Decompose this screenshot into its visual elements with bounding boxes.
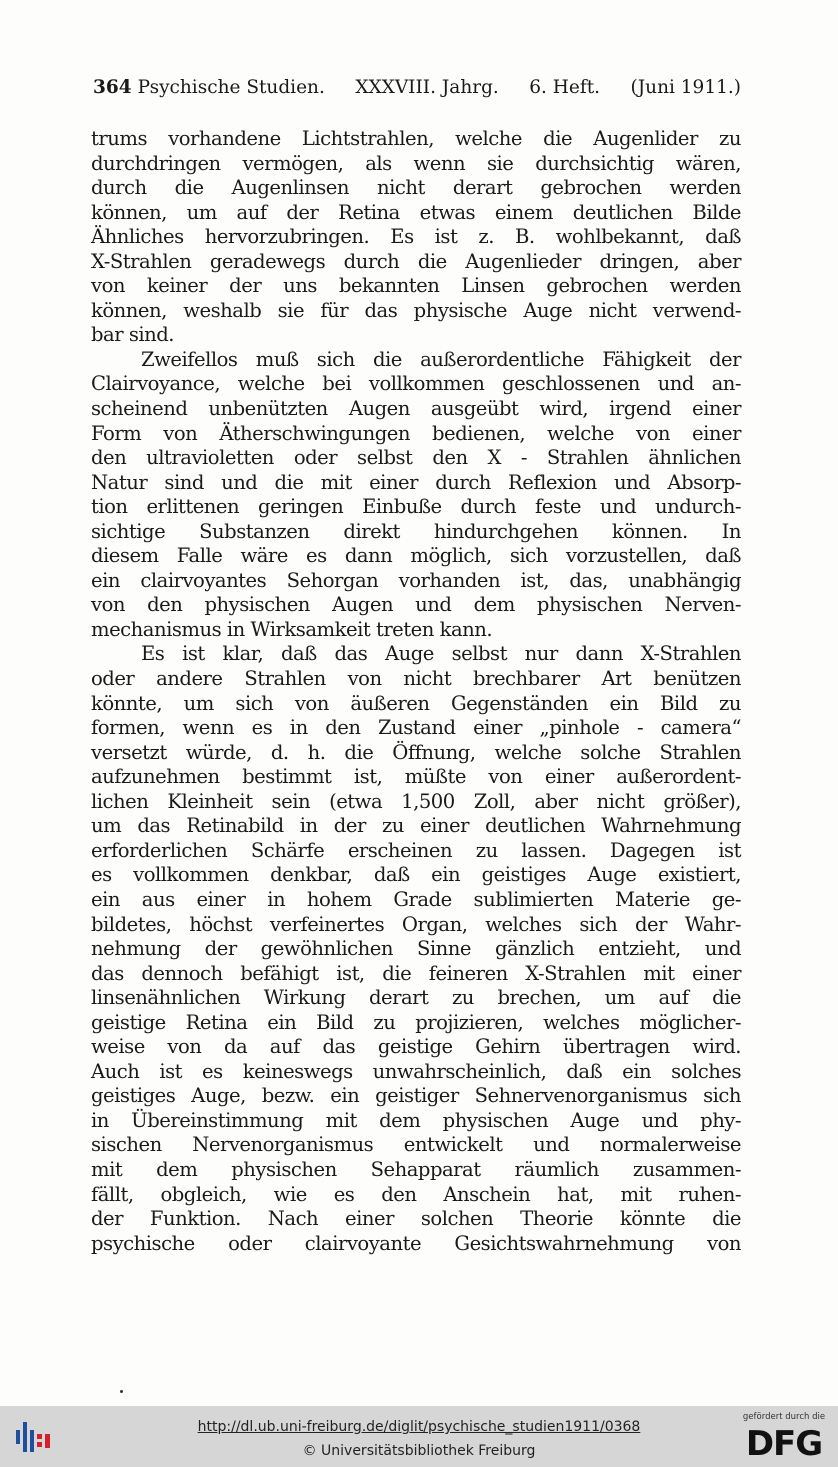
text-line: es vollkommen denkbar, daß ein geistiges Auge existiert, bbox=[91, 863, 741, 887]
text-line: scheinend unbenützten Augen ausgeübt wird, irgend einer bbox=[91, 397, 741, 421]
text-line: der Funktion. Nach einer solchen Theorie könnte die bbox=[91, 1207, 741, 1231]
text-line: von keiner der uns bekannten Linsen gebrochen werden bbox=[91, 274, 741, 298]
copyright-notice: © Universitätsbibliothek Freiburg bbox=[302, 1443, 536, 1459]
text-line: Auch ist es keineswegs unwahrscheinlich, daß ein solches bbox=[91, 1059, 741, 1083]
text-line: in Übereinstimmung mit dem physischen Auge und phy- bbox=[91, 1108, 741, 1132]
volume-label: XXXVIII. Jahrg. bbox=[355, 77, 499, 98]
dfg-logo-text: DFG bbox=[745, 1424, 823, 1460]
text-line: linsenähnlichen Wirkung derart zu brechen, um auf die bbox=[91, 986, 741, 1010]
text-line: mechanismus in Wirksamkeit treten kann. bbox=[91, 617, 493, 641]
text-line: erforderlichen Schärfe erscheinen zu lassen. Dagegen ist bbox=[91, 838, 741, 862]
page-number: 364 bbox=[93, 77, 132, 98]
permalink-url[interactable]: http://dl.ub.uni-freiburg.de/diglit/psychische_studien1911/0368 bbox=[197, 1419, 641, 1435]
text-line: das dennoch befähigt ist, die feineren X-Strahlen mit einer bbox=[91, 961, 741, 985]
text-line: sischen Nervenorganismus entwickelt und normalerweise bbox=[91, 1133, 741, 1157]
issue-label: 6. Heft. bbox=[529, 77, 601, 98]
scan-speck bbox=[120, 1390, 123, 1393]
viewer-footer bbox=[0, 1406, 838, 1467]
paragraph-start-line: Zweifellos muß sich die außerordentliche Fähigkeit der bbox=[141, 347, 741, 371]
text-line: Form von Ätherschwingungen bedienen, welche von einer bbox=[91, 421, 741, 445]
text-line: von den physischen Augen und dem physischen Nerven- bbox=[91, 593, 741, 617]
text-line: weise von da auf das geistige Gehirn übertragen wird. bbox=[91, 1035, 741, 1059]
body-text bbox=[91, 127, 741, 1256]
text-line: mit dem physischen Sehapparat räumlich zusammen- bbox=[91, 1157, 741, 1181]
text-line: trums vorhandene Lichtstrahlen, welche die Augenlider zu bbox=[91, 127, 741, 150]
dfg-logo-icon bbox=[740, 1424, 828, 1460]
text-line: um das Retinabild in der zu einer deutlichen Wahrnehmung bbox=[91, 814, 741, 838]
ub-freiburg-logo-icon bbox=[12, 1416, 54, 1456]
text-line: oder andere Strahlen von nicht brechbarer Art benützen bbox=[91, 667, 741, 691]
running-head bbox=[93, 74, 741, 102]
text-line: durch die Augenlinsen nicht derart gebrochen werden bbox=[91, 176, 741, 200]
text-line: ein aus einer in hohem Grade sublimierten Materie ge- bbox=[91, 887, 741, 911]
journal-title: Psychische Studien. bbox=[137, 77, 325, 98]
text-line: X-Strahlen geradewegs durch die Augenlieder dringen, aber bbox=[91, 249, 741, 273]
text-line: diesem Falle wäre es dann möglich, sich vorzustellen, daß bbox=[91, 544, 741, 568]
text-line: lichen Kleinheit sein (etwa 1,500 Zoll, aber nicht größer), bbox=[91, 789, 741, 813]
issue-date: (Juni 1911.) bbox=[630, 77, 741, 98]
text-line: sichtige Substanzen direkt hindurchgehen können. In bbox=[91, 519, 741, 543]
text-line: können, um auf der Retina etwas einem deutlichen Bilde bbox=[91, 200, 741, 224]
text-line: bildetes, höchst verfeinertes Organ, welches sich der Wahr- bbox=[91, 912, 741, 936]
text-line: ein clairvoyantes Sehorgan vorhanden ist, das, unabhängig bbox=[91, 568, 741, 592]
text-line: nehmung der gewöhnlichen Sinne gänzlich entzieht, und bbox=[91, 937, 741, 961]
text-line: durchdringen vermögen, als wenn sie durchsichtig wären, bbox=[91, 151, 741, 175]
text-line: Ähnliches hervorzubringen. Es ist z. B. wohlbekannt, daß bbox=[91, 225, 741, 249]
text-line: formen, wenn es in den Zustand einer „pinhole - camera“ bbox=[91, 716, 741, 740]
dfg-logo bbox=[738, 1412, 830, 1462]
dfg-caption: gefördert durch die bbox=[742, 1412, 826, 1422]
text-line: geistige Retina ein Bild zu projizieren, welches möglicher- bbox=[91, 1010, 741, 1034]
text-line: bar sind. bbox=[91, 323, 175, 347]
text-line: versetzt würde, d. h. die Öffnung, welche solche Strahlen bbox=[91, 740, 741, 764]
text-line: geistiges Auge, bezw. ein geistiger Sehnervenorganismus sich bbox=[91, 1084, 741, 1108]
text-line: den ultravioletten oder selbst den X - Strahlen ähnlichen bbox=[91, 446, 741, 470]
text-line: Natur sind und die mit einer durch Reflexion und Absorp- bbox=[91, 470, 741, 494]
text-line: könnte, um sich von äußeren Gegenständen ein Bild zu bbox=[91, 691, 741, 715]
text-line: können, weshalb sie für das physische Auge nicht verwend- bbox=[91, 298, 741, 322]
text-line: Clairvoyance, welche bei vollkommen geschlossenen und an- bbox=[91, 372, 741, 396]
text-line: tion erlittenen geringen Einbuße durch feste und undurch- bbox=[91, 495, 741, 519]
text-line: psychische oder clairvoyante Gesichtswahrnehmung von bbox=[91, 1231, 741, 1255]
paragraph-start-line: Es ist klar, daß das Auge selbst nur dann X-Strahlen bbox=[141, 642, 741, 666]
text-line: fällt, obgleich, wie es den Anschein hat, mit ruhen- bbox=[91, 1182, 741, 1206]
text-line: aufzunehmen bestimmt ist, müßte von einer außerordent- bbox=[91, 765, 741, 789]
